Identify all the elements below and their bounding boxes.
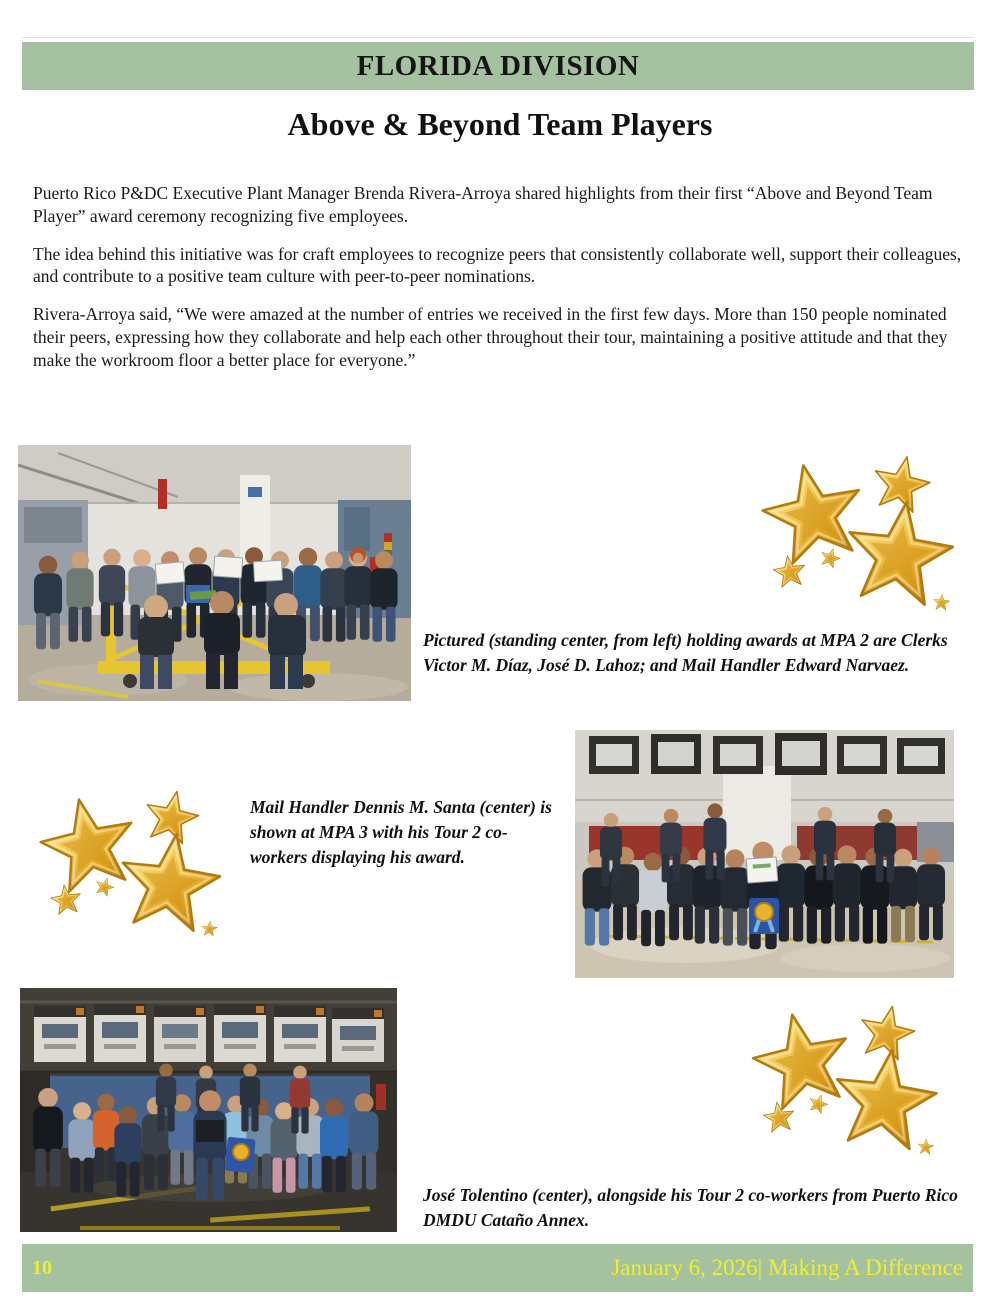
section-banner-label: FLORIDA DIVISION <box>356 49 640 82</box>
article-body <box>33 182 965 386</box>
footer-bar <box>22 1244 973 1292</box>
page-title: Above & Beyond Team Players <box>287 106 713 142</box>
article-paragraph: Rivera-Arroya said, “We were amazed at the number of entries we received in the first few days. More than 150 people nominated their peers, expressing how they collaborate and help each other throughout their tour, maintaining a positive attitude and that they make the workroom floor a better place for everyone.” <box>33 304 948 370</box>
section-banner <box>22 42 974 90</box>
gold-stars-icon <box>28 778 238 946</box>
photo-catano-illustration <box>20 988 397 1232</box>
article-paragraph: The idea behind this initiative was for craft employees to recognize peers that consistently collaborate well, support their colleagues, and contribute to a positive team culture with peer-to-peer nominations. <box>33 243 962 287</box>
page-number: 10 <box>32 1256 52 1279</box>
footer-date: January 6, 2026| Making A Difference <box>611 1255 963 1280</box>
caption-mpa2: Pictured (standing center, from left) holding awards at MPA 2 are Clerks Victor M. Díaz, José D. Lahoz; and Mail Handler Edward Narvaez. <box>423 630 948 675</box>
article-paragraph: Puerto Rico P&DC Executive Plant Manager Brenda Rivera-Arroya shared highlights from their first “Above and Beyond Team Player” award ceremony recognizing five employees. <box>33 183 933 226</box>
caption-catano: José Tolentino (center), alongside his Tour 2 co-workers from Puerto Rico DMDU Cataño Annex. <box>423 1185 958 1230</box>
gold-stars-icon <box>748 443 973 620</box>
divider <box>22 37 974 38</box>
photo-mpa3-illustration <box>575 730 954 978</box>
caption-mpa3: Mail Handler Dennis M. Santa (center) is shown at MPA 3 with his Tour 2 co-workers displaying his award. <box>250 797 552 867</box>
photo-mpa2-illustration <box>18 445 411 701</box>
photo-mpa3-group <box>575 730 954 978</box>
gold-stars-icon <box>740 993 955 1164</box>
photo-catano-group <box>20 988 397 1232</box>
photo-mpa2-group <box>18 445 411 701</box>
